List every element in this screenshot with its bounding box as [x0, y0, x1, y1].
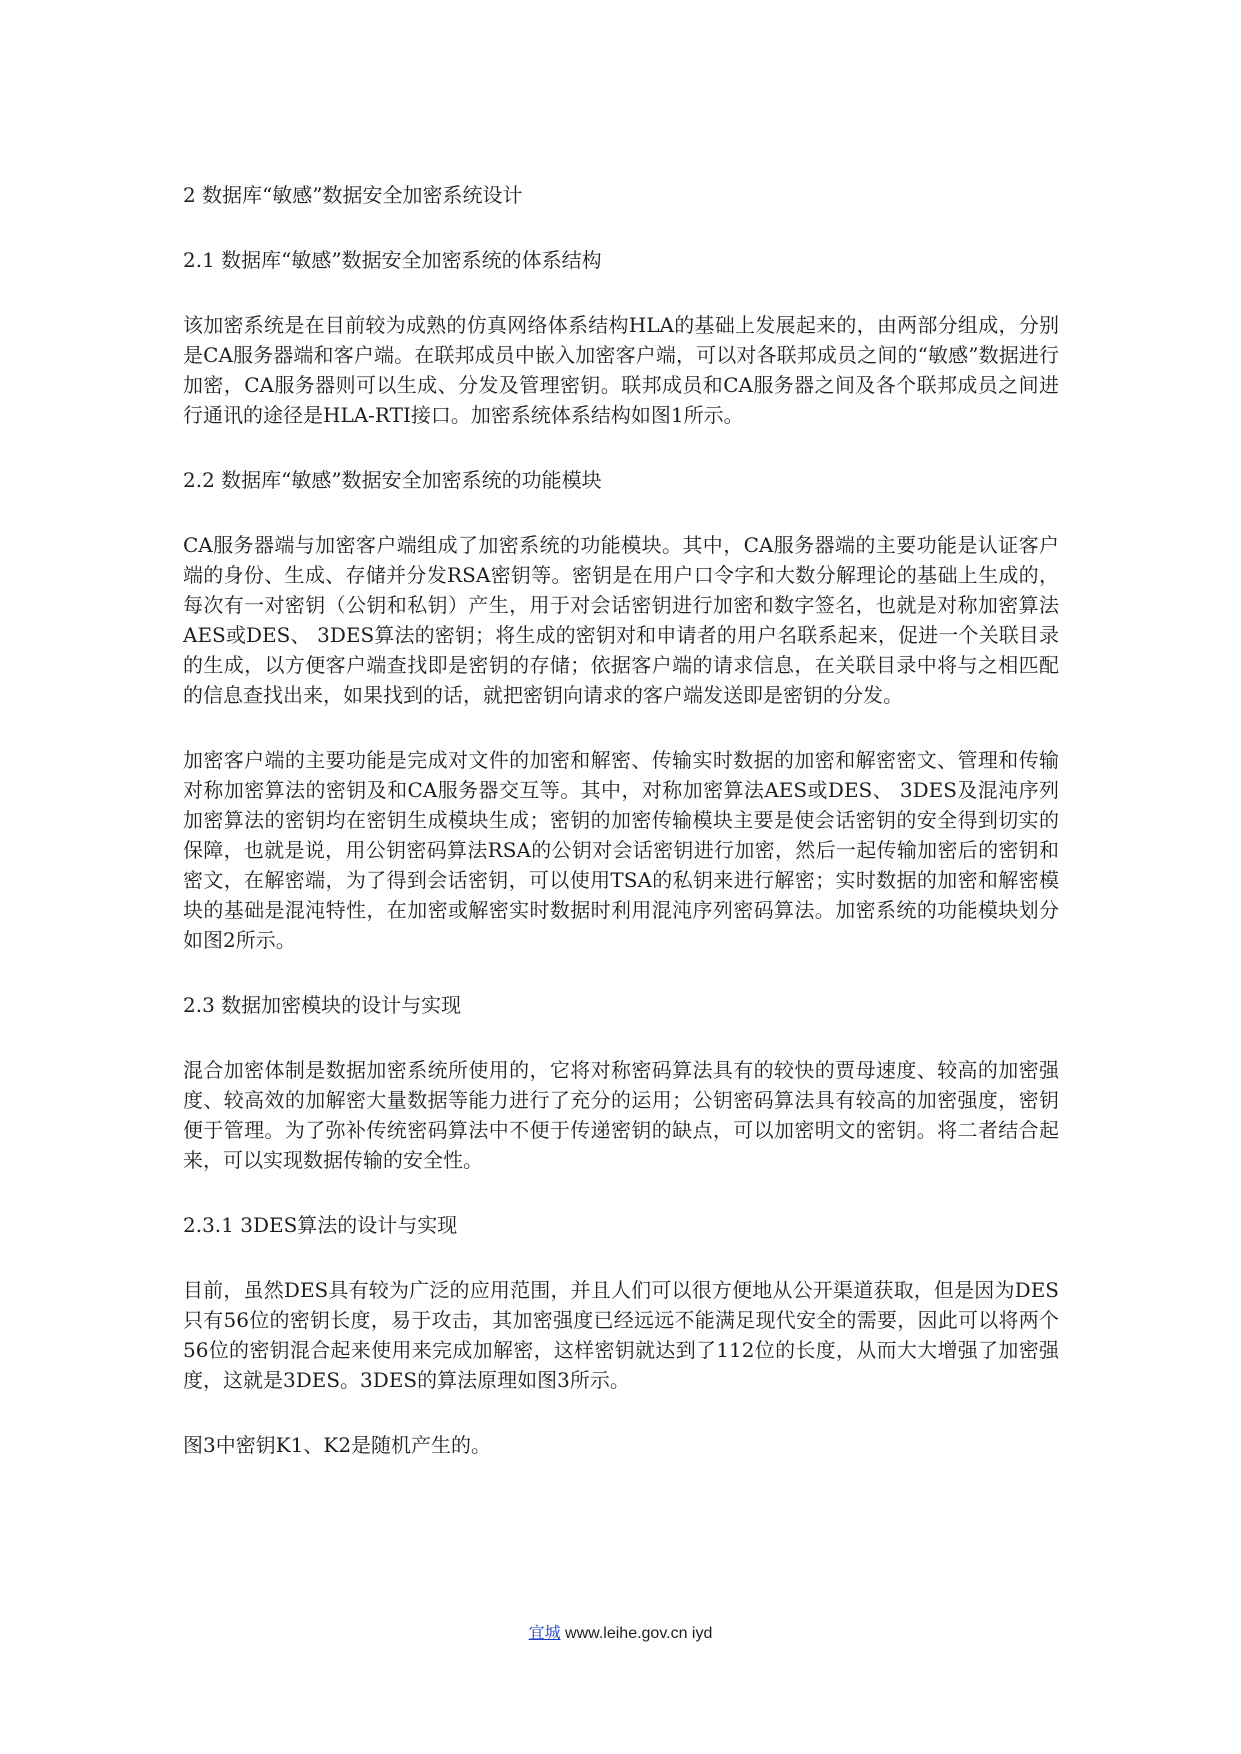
paragraph-client: 加密客户端的主要功能是完成对文件的加密和解密、传输实时数据的加密和解密密文、管理和传输对称加密算法的密钥及和CA服务器交互等。其中，对称加密算法AES或DES、 3DES及混沌序列加密算法的密钥均在密钥生成模块生成；密钥的加密传输模块主要是使会话密钥的安全得到切实的保障，也就是说，用公钥密码算法RSA的公钥对会话密钥进行加密，然后一起传输加密后的密钥和密文，在解密端，为了得到会话密钥，可以使用TSA的私钥来进行解密；实时数据的加密和解密模块的基础是混沌特性，在加密或解密实时数据时利用混沌序列密码算法。加密系统的功能模块划分如图2所示。	[183, 748, 1059, 952]
paragraph-figure-3-note: 图3中密钥K1、K2是随机产生的。	[183, 1433, 492, 1457]
paragraph-architecture: 该加密系统是在目前较为成熟的仿真网络体系结构HLA的基础上发展起来的，由两部分组成，分别是CA服务器端和客户端。在联邦成员中嵌入加密客户端，可以对各联邦成员之间的“敏感”数据进行加密，CA服务器则可以生成、分发及管理密钥。联邦成员和CA服务器之间及各个联邦成员之间进行通讯的途径是HLA-RTI接口。加密系统体系结构如图1所示。	[183, 313, 1059, 427]
spacer	[183, 275, 1059, 310]
section-heading-2-3: 2.3 数据加密模块的设计与实现	[183, 993, 462, 1017]
spacer	[183, 1240, 1059, 1275]
spacer	[183, 955, 1059, 990]
footer-link[interactable]: 宜城	[528, 1625, 561, 1642]
spacer	[183, 210, 1059, 245]
paragraph-3des: 目前，虽然DES具有较为广泛的应用范围，并且人们可以很方便地从公开渠道获取，但是因为DES只有56位的密钥长度，易于攻击，其加密强度已经远远不能满足现代安全的需要，因此可以将两个56位的密钥混合起来使用来完成加解密，这样密钥就达到了112位的长度，从而大大增强了加密强度，这就是3DES。3DES的算法原理如图3所示。	[183, 1278, 1059, 1392]
section-heading-2: 2 数据库“敏感”数据安全加密系统设计	[183, 183, 523, 207]
spacer	[183, 1395, 1059, 1430]
section-heading-2-2: 2.2 数据库“敏感”数据安全加密系统的功能模块	[183, 468, 602, 492]
section-heading-2-3-1: 2.3.1 3DES算法的设计与实现	[183, 1213, 458, 1237]
spacer	[183, 430, 1059, 465]
spacer	[183, 495, 1059, 530]
page-footer	[0, 1620, 1241, 1643]
section-heading-2-1: 2.1 数据库“敏感”数据安全加密系统的体系结构	[183, 248, 602, 272]
document-body	[183, 180, 1059, 1460]
paragraph-hybrid-encryption: 混合加密体制是数据加密系统所使用的，它将对称密码算法具有的较快的贾母速度、较高的加密强度、较高效的加解密大量数据等能力进行了充分的运用；公钥密码算法具有较高的加密强度，密钥便于管理。为了弥补传统密码算法中不便于传递密钥的缺点，可以加密明文的密钥。将二者结合起来，可以实现数据传输的安全性。	[183, 1058, 1059, 1172]
spacer	[183, 1020, 1059, 1055]
spacer	[183, 710, 1059, 745]
paragraph-ca-server: CA服务器端与加密客户端组成了加密系统的功能模块。其中，CA服务器端的主要功能是认证客户端的身份、生成、存储并分发RSA密钥等。密钥是在用户口令字和大数分解理论的基础上生成的，每次有一对密钥（公钥和私钥）产生，用于对会话密钥进行加密和数字签名，也就是对称加密算法AES或DES、 3DES算法的密钥；将生成的密钥对和申请者的用户名联系起来，促进一个关联目录的生成，以方便客户端查找即是密钥的存储；依据客户端的请求信息，在关联目录中将与之相匹配的信息查找出来，如果找到的话，就把密钥向请求的客户端发送即是密钥的分发。	[183, 533, 1059, 707]
footer-url-text: www.leihe.gov.cn iyd	[560, 1625, 713, 1642]
spacer	[183, 1175, 1059, 1210]
